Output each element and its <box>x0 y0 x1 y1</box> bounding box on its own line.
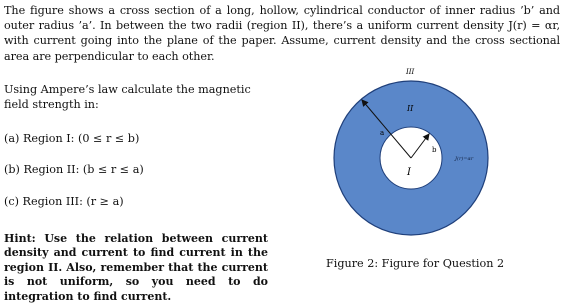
region-two-label: II <box>407 104 414 113</box>
figure-caption: Figure 2: Figure for Question 2 <box>326 257 505 270</box>
question-prompt: Using Ampere’s law calculate the magnetic field strength in: <box>4 83 251 111</box>
problem-statement <box>4 3 560 64</box>
outer-radius-label: a <box>380 129 385 137</box>
cross-section-diagram <box>318 58 566 258</box>
question-part-a: (a) Region I: (0 ≤ r ≤ b) <box>4 132 140 145</box>
question-part-b: (b) Region II: (b ≤ r ≤ a) <box>4 163 144 176</box>
inner-radius-label: b <box>432 146 437 154</box>
problem-paragraph: The figure shows a cross section of a long, hollow, cylindrical conductor of inner radius ’b’ and outer radius ’a’. In between the two radii (region II), there’s a uniform current density J(r) = αr, with current going into the plane of the paper. Assume, current density and the cross sectional area are perpendicular to each other. <box>4 4 560 63</box>
region-one-label: I <box>407 167 411 178</box>
conductor-figure <box>318 58 566 308</box>
current-density-label: J(r)=αr <box>455 156 474 162</box>
hint-text: Hint: Use the relation between current density and current to find current in the region II. Also, remember that the current is not uniform, so you need to do integration to find current. <box>4 232 268 303</box>
region-three-label: III <box>406 68 415 76</box>
question-part-c: (c) Region III: (r ≥ a) <box>4 195 124 208</box>
